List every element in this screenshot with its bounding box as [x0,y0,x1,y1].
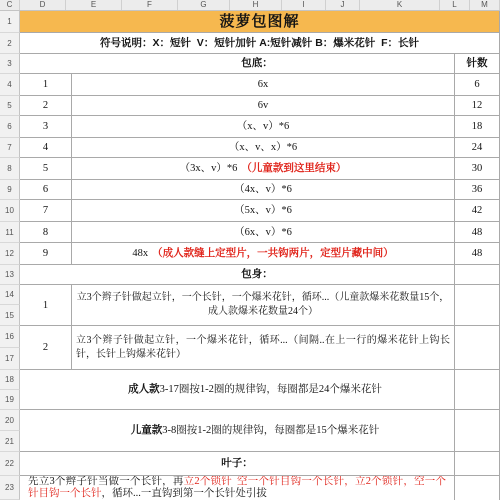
column-header-bar [0,0,500,11]
row-header-21[interactable]: 21 [0,431,20,452]
stitch-count-cell[interactable] [455,243,500,265]
count-heading-cell[interactable] [455,54,500,74]
base-instruction-cell[interactable] [72,96,455,116]
column-header-j[interactable]: J [326,0,360,10]
row-header-18[interactable]: 18 [0,370,20,390]
step-number: 2 [42,100,49,111]
row-header-8[interactable]: 8 [0,158,20,180]
stitch-count-cell[interactable] [455,74,500,96]
step-number: 1 [42,79,49,90]
body-step-cell[interactable] [20,326,72,370]
row-header-23[interactable]: 23 [0,476,20,500]
base-step-cell[interactable] [20,180,72,200]
row-header-20[interactable]: 20 [0,410,20,431]
base-step-cell[interactable] [20,200,72,222]
child-rule-text: 3-8圈按1-2圈的规律钩，每圈都是15个爆米花针 [162,425,380,436]
row-header-22[interactable]: 22 [0,452,20,476]
row-header-10[interactable]: 10 [0,200,20,222]
base-step-cell[interactable] [20,222,72,243]
column-header-k[interactable]: K [360,0,440,10]
base-instruction-cell[interactable] [72,200,455,222]
adult-label: 成人款 [128,383,160,395]
row-header-2[interactable]: 2 [0,33,20,54]
leaf-instruction-cell[interactable] [20,476,455,500]
base-step-cell[interactable] [20,243,72,265]
step-number: 3 [42,121,49,132]
count-heading: 针数 [466,57,488,69]
base-instruction-cell[interactable] [72,180,455,200]
stitch-count: 18 [471,121,483,132]
stitch-count: 24 [471,142,483,153]
step-number: 4 [42,142,49,153]
leaf-heading: 叶子： [221,457,253,469]
page-title: 菠萝包图解 [219,13,300,30]
stitch-count-cell[interactable] [455,116,500,138]
instruction-text: （6x、v）*6 [234,226,292,238]
child-label: 儿童款 [130,424,163,436]
instruction-text: （x、v）*6 [236,121,290,132]
instruction-text: （5x、v）*6 [234,205,292,216]
stitch-count: 12 [471,100,483,111]
stitch-count: 42 [471,205,483,216]
row-header-14[interactable]: 14 [0,285,20,305]
base-step-cell[interactable] [20,96,72,116]
base-instruction-cell[interactable] [72,158,455,180]
row-header-15[interactable]: 15 [0,305,20,326]
adult-rule-cell[interactable] [20,370,455,410]
stitch-count-cell[interactable] [455,138,500,158]
row-header-12[interactable]: 12 [0,243,20,265]
step-number: 2 [42,342,49,353]
empty-cell[interactable] [455,370,500,410]
base-step-cell[interactable] [20,116,72,138]
legend-cell[interactable] [20,33,500,54]
instruction-text: （x、v、x）*6 [228,142,298,153]
row-header-7[interactable]: 7 [0,138,20,158]
body-heading-cell[interactable] [20,265,455,285]
leaf-instruction-part: 先立3个辫子针当做一个长针，再 [28,476,184,487]
instruction-text: （3x、v）*6 [179,163,238,174]
stitch-count: 48 [471,248,483,259]
base-instruction-cell[interactable] [72,243,455,265]
leaf-instruction-part: ，循环...一直钩到第一个长针处引拔 [101,488,267,499]
title-cell[interactable] [20,11,500,33]
stitch-count: 6 [474,79,480,90]
column-header-e[interactable]: E [66,0,122,10]
row-header-3[interactable]: 3 [0,54,20,74]
instruction-text: （4x、v）*6 [234,184,292,195]
child-rule [131,424,380,437]
row-header-5[interactable]: 5 [0,96,20,116]
step-number: 8 [42,226,49,238]
stitch-count-cell[interactable] [455,180,500,200]
instruction-text: 立3个辫子针做起立针，一个长针，一个爆米花针，循环...（儿童款爆米花数量15个，成人款爆米花数量24个） [76,292,450,317]
column-header-h[interactable]: H [230,0,282,10]
base-step-cell[interactable] [20,138,72,158]
instruction-text: 6x [257,79,269,90]
base-heading: 包底： [241,57,273,69]
base-step-cell[interactable] [20,74,72,96]
empty-cell[interactable] [455,410,500,452]
empty-cell[interactable] [455,476,500,500]
step-number: 7 [42,205,49,216]
row-header-4[interactable]: 4 [0,74,20,96]
row-header-9[interactable]: 9 [0,180,20,200]
empty-cell[interactable] [455,265,500,285]
body-step-cell[interactable] [20,285,72,326]
row-header-19[interactable]: 19 [0,390,20,410]
body-instruction-cell[interactable] [72,285,455,326]
step-number: 1 [42,299,49,311]
instruction-text: 立3个辫子针做起立针，一个爆米花针，循环...（间隔..在上一行的爆米花针上钩长针，长针上钩爆米花针） [76,334,450,360]
base-heading-cell[interactable] [20,54,455,74]
stitch-count-cell[interactable] [455,200,500,222]
step-number: 5 [42,163,49,174]
base-instruction-cell[interactable] [72,222,455,243]
body-heading: 包身： [241,268,273,280]
stitch-count: 48 [471,226,483,238]
empty-cell[interactable] [455,452,500,476]
step-number: 6 [42,184,49,195]
symbol-legend: 符号说明：X：短针 V：短针加针 A:短针减针 B：爆米花针 F：长针 [99,36,420,49]
child-rule-cell[interactable] [20,410,455,452]
column-header-c[interactable]: C [0,0,20,10]
leaf-instruction-highlight: 立2个锁针 [183,476,232,487]
base-step-cell[interactable] [20,158,72,180]
row-header-1[interactable]: 1 [0,11,20,33]
body-instruction-cell[interactable] [72,326,455,370]
stitch-count: 30 [471,163,483,174]
instruction-text: 48x [132,248,149,259]
stitch-count: 36 [471,184,483,195]
instruction-note: （成人款缝上定型片，一共钩两片，定型片藏中间） [152,247,394,259]
base-instruction-cell[interactable] [72,74,455,96]
stitch-count-cell[interactable] [455,222,500,243]
row-header-13[interactable]: 13 [0,265,20,285]
leaf-instruction [28,476,446,500]
row-header-11[interactable]: 11 [0,222,20,243]
row-header-17[interactable]: 17 [0,348,20,370]
leaf-instruction-highlight: 空一个针目钩一个长针，立2个锁针，空一个针目钩一个长针 [28,476,447,499]
stitch-count-cell[interactable] [455,158,500,180]
stitch-count-cell[interactable] [455,96,500,116]
instruction-text: 6v [257,100,269,111]
adult-rule [128,383,382,396]
step-number: 9 [42,248,49,259]
base-instruction-cell[interactable] [72,116,455,138]
column-header-d[interactable]: D [20,0,66,10]
column-header-f[interactable]: F [122,0,178,10]
column-header-g[interactable]: G [178,0,230,10]
column-header-m[interactable]: M [470,0,500,10]
row-header-6[interactable]: 6 [0,116,20,138]
adult-rule-text: 3-17圈按1-2圈的规律钩，每圈都是24个爆米花针 [159,384,382,395]
instruction-note: （儿童款到这里结束） [241,162,347,174]
leaf-heading-cell[interactable] [20,452,455,476]
base-instruction-cell[interactable] [72,138,455,158]
column-header-l[interactable]: L [440,0,470,10]
empty-cell[interactable] [455,285,500,326]
row-header-16[interactable]: 16 [0,326,20,348]
empty-cell[interactable] [455,326,500,370]
column-header-i[interactable]: I [282,0,326,10]
